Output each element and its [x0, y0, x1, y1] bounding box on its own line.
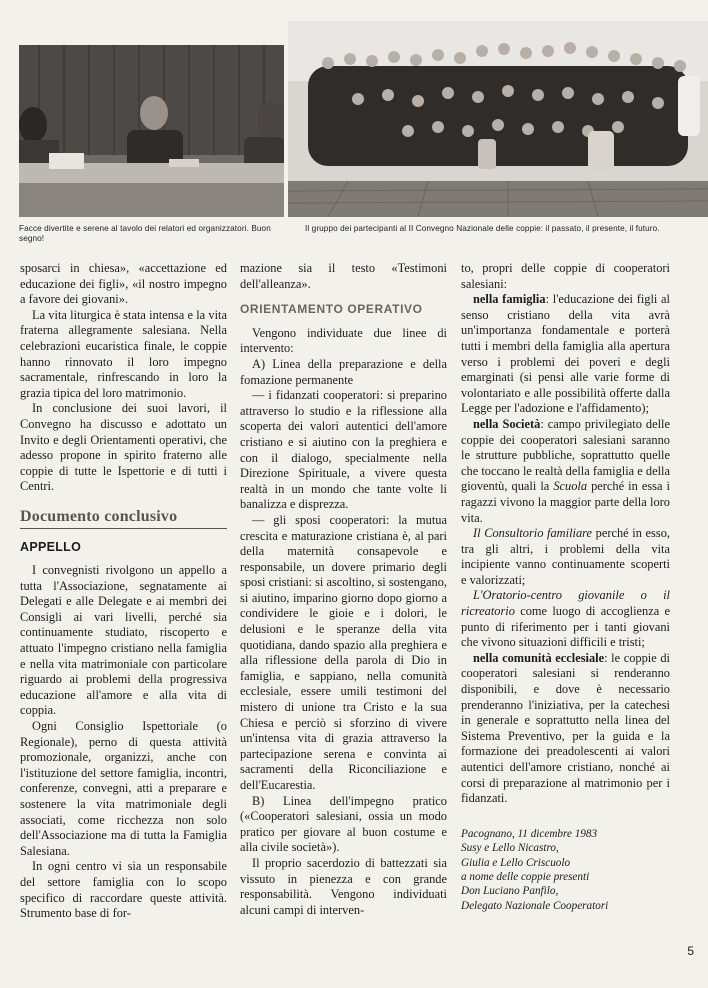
page-number: 5 [687, 944, 694, 958]
paragraph: I convegnisti rivolgono un appello a tutta l'Associazione, segnatamente ai Delegati e alle Delegate e ai membri dei Consigli ai vari livelli, perché sia continuamente studiato, riscoperto e attuato l'impegno cristiano nella famiglia e nella vita matrimoniale con particolare riguardo ai problemi della progressiva educazione all'amore e alla vita di coppia. [20, 563, 227, 718]
paragraph: L'Oratorio-centro giovanile o il ricreatorio come luogo di accoglienza e punto di riferimento per i tanti giovani che vivono situazioni difficili e tristi; [461, 588, 670, 650]
photo-speakers-table [19, 45, 284, 217]
italic-term: L'Oratorio-centro giovanile o il ricreatorio [461, 588, 670, 619]
paragraph: Ogni Consiglio Ispettoriale (o Regionale), perno di questa attività promozionale, organizzi, anche con l'istituzione del settore famiglia, incontri, conferenze, convegni, atti a preparare e sostenere la vita matrimoniale degli associati, come ricchezza non solo dell'Associazione ma di tutta la Famiglia Salesiana. [20, 719, 227, 858]
paragraph: nella comunità ecclesiale: le coppie di cooperatori salesiani si renderanno disponibili, e dove è necessario prenderanno l'iniziativa, per la catechesi in generale e soprattutto nella linea del Sistema Preventivo, per la guida e la formazione dei preadolescenti ai valori autentici dell'amore cristiano, nonché ai corsi di preparazione al matrimonio per i fidanzati. [461, 650, 670, 806]
bold-term: nella famiglia [473, 292, 546, 307]
paragraph: nella famiglia: l'educazione dei figli al senso cristiano della vita avrà un'importanza fondamentale e porterà tutti i membri della famiglia alla apertura verso i problemi dei poveri e degli emarginati (si pensi alle varie forme di volontariato e alle possibilità offerte dalla Legge per l'adozione e l'affidamento); [461, 292, 670, 416]
bold-term: nella comunità ecclesiale [473, 650, 605, 665]
signature-line: a nome delle coppie presenti [461, 871, 590, 883]
signature-place-date: Pacognano, 11 dicembre 1983 [461, 827, 598, 840]
signature-line: Don Luciano Panfilo, [461, 885, 559, 898]
column-1 [20, 261, 227, 922]
column-3 [461, 261, 670, 913]
paragraph: sposarci in chiesa», «accettazione ed educazione dei figli», «il nostro impegno a favore dei giovani». [20, 261, 227, 307]
column-2 [240, 261, 447, 918]
paragraph: In ogni centro vi sia un responsabile del settore famiglia con lo scopo specifico di raccordare queste attività. Strumento base di for- [20, 859, 227, 921]
signature-line: Susy e Lello Nicastro, [461, 842, 559, 855]
paragraph: A) Linea della preparazione e della fomazione permanente [240, 356, 447, 387]
paragraph: Vengono individuate due linee di intervento: [240, 325, 447, 356]
paragraph: Il Consultorio familiare perché in esso, tra gli altri, i problemi della vita incipiente vanno continuamente scoperti e valorizzati; [461, 526, 670, 587]
caption-left: Facce divertite e serene al tavolo dei relatori ed organizzatori. Buon segno! [19, 224, 271, 243]
bold-term: nella Società [473, 416, 541, 431]
subheading: APPELLO [20, 539, 82, 554]
photo-group-participants [288, 21, 708, 217]
paragraph: In conclusione dei suoi lavori, il Convegno ha discusso e adottato un Invito e degli Orientamenti operativi, che adesso propone in spirito fraterno alle coppie di tutte le Ispettorie e di tutti i Centri. [20, 401, 227, 494]
italic-term: Il Consultorio familiare [473, 526, 593, 541]
signature-line: Delegato Nazionale Cooperatori [461, 899, 609, 912]
paragraph: La vita liturgica è stata intensa e la vita fraterna allegramente salesiana. Nella celebrazioni eucaristica finale, le coppie hanno rinnovato il loro impegno sacramentale, rinfrescando in loro la grazia tipica del loro matrimonio. [20, 307, 227, 400]
paragraph: mazione sia il testo «Testimoni dell'alleanza». [240, 261, 447, 291]
paragraph: nella Società: campo privilegiato delle coppie dei cooperatori salesiani saranno le strutture pubbliche, soprattutto quelle che toccano le realtà della famiglia e della gioventù, quali la Scuola perché in essa i ragazzi vivono la maggior parte della loro vita. [461, 416, 670, 525]
section-heading: Documento conclusivo [20, 509, 227, 529]
paragraph: B) Linea dell'impegno pratico («Cooperatori salesiani, ossia un modo pratico per giovare al buon costume e alla civile società»). [240, 793, 447, 855]
paragraph: to, propri delle coppie di cooperatori salesiani: [461, 261, 670, 291]
section-title: ORIENTAMENTO OPERATIVO [240, 302, 423, 317]
caption-right: Il gruppo dei partecipanti al II Convegno Nazionale delle coppie: il passato, il presente, il futuro. [305, 224, 660, 233]
paragraph: — gli sposi cooperatori: la mutua crescita e maturazione cristiana è, al pari della maternità consapevole e responsabile, un dovere primario degli sposi cristiani: si ascoltino, si sostengano, si aiutino, imparino giorno dopo giorno a condividere le gioie e i dolori, le delusioni e le speranze della vita quotidiana, dando spazio alla preghiera e alla riflessione della parola di Dio in famiglia, e sappiano, nella comunità ecclesiale, essere umili testimoni del mistero di unione tra Cristo e la sua Chiesa e perciò si sforzino di vivere un'intensa vita di grazia attraverso la partecipazione serena e convinta ai sacramenti della Riconciliazione e dell'Eucarestia. [240, 512, 447, 792]
paragraph: — i fidanzati cooperatori: si preparino attraverso lo studio e la riflessione alla scoperta dei valori autentici dell'amore cristiano e si aiutino con la preghiera e con il dialogo, specialmente nella Direzione Spirituale, a vivere questa realtà in un mondo che tante volte li banalizza e disprezza. [240, 388, 447, 512]
paragraph: Il proprio sacerdozio di battezzati sia vissuto in pienezza e con grande responsabilità. Vengono individuati alcuni campi di interven- [240, 855, 447, 917]
signature-line: Giulia e Lello Criscuolo [461, 856, 571, 869]
